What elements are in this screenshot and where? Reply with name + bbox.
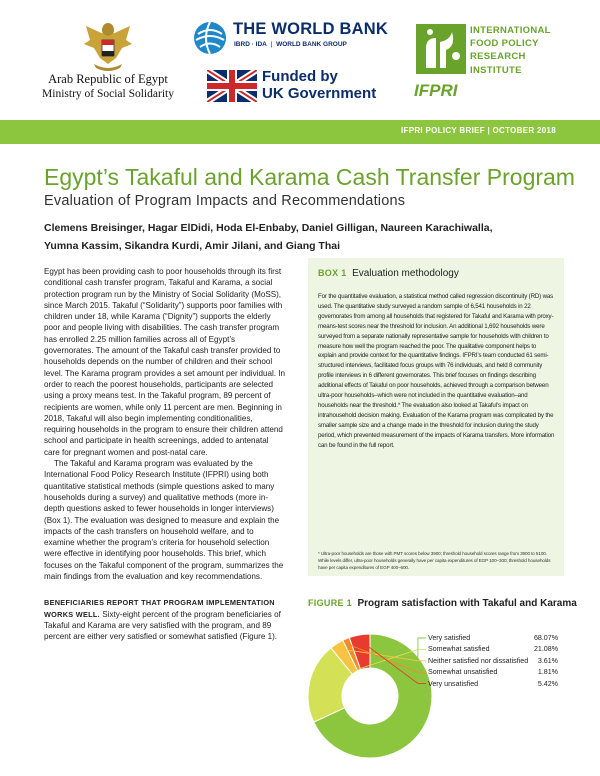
world-bank-sub-a: IBRD · IDA — [234, 41, 267, 48]
body-paragraph-3 — [44, 597, 286, 642]
legend-row — [428, 680, 558, 691]
egypt-eagle-emblem-icon — [80, 18, 136, 72]
legend-value: 68.07% — [533, 634, 558, 642]
legend-row — [428, 645, 558, 656]
box1-body: For the quantitative evaluation, a statistical method called regression discontinuity (RD) was used. The quantitative study surveyed a random sample of 6,541 households in 22 governorates from among all households that registered for Takaful and Karama with proxy-means-test scores near the threshold for inclusion. An additional 1,692 households were surveyed from a separate nationally representative sample for households with children to measure how well the program reached the poor. The qualitative component helps to explain and provide context for the quantitative findings. IFPRI’s team conducted 61 semi-structured interviews, facilitated focus groups with 76 individuals, and held 8 community profile interviews in 6 different governorates. This brief focuses on findings describing additional effects of Takaful on poor households, achieved through a comparison between ultra-poor households–which were not included in the quantitative evaluation–and households near the threshold.* The evaluation also looked at Takaful’s impact on intrahousehold decision making. Evaluation of the Karama program was complicated by the smaller sample size and a change made in the threshold for inclusion during the study period, which prevented measurement of the impacts of Karama transfers. More information can be found in the full report. — [318, 293, 555, 449]
legend-label: Very satisfied — [428, 634, 471, 642]
section-text: Sixty-eight percent of the program beneficiaries of Takaful and Karama are very satisfied with the program, and 89 percent are either very satisfied or somewhat satisfied (Figure 1). — [44, 609, 281, 642]
egypt-country-label: Arab Republic of Egypt — [48, 72, 168, 86]
ifpri-logo-icon — [416, 24, 466, 74]
ifpri-line-3: RESEARCH — [470, 51, 526, 63]
world-bank-globe-icon — [192, 20, 228, 56]
legend-label: Somewhat unsatisfied — [428, 668, 498, 677]
body-text-column — [44, 266, 286, 643]
box1-label: BOX 1 — [318, 268, 347, 278]
figure1-label: FIGURE 1 — [308, 598, 352, 608]
body-paragraph-1: Egypt has been providing cash to poor households through its first conditional cash transfer program, Takaful and Karama, a social protection program run by the Ministry of Social Solidarity (MoSS), since March 2015. Takaful (“Solidarity”) supports poor families with children under 18, while Karama (“Dignity”) supports the elderly poor and people living with disabilities. The cash transfer program has enrolled 2.25 million families across all of Egypt’s governorates. The amount of the Takaful cash transfer provided to households depends on the number of children and their school level. The Karama program provides a set amount per individual. In order to reach the poorest households, participants are selected using a proxy means test. In the Takaful program, 89 percent of recipients are women, while only 11 percent are men. Beginning in 2018, Takaful will also begin implementing conditionalities, requiring households in the program to ensure their children attend school and participate in health screenings, added to antenatal care for pregnant women and post-natal care. — [44, 267, 285, 457]
uk-line-1: Funded by — [262, 68, 338, 85]
legend-row — [428, 634, 558, 645]
world-bank-sub-b: WORLD BANK GROUP — [276, 41, 347, 48]
chart-legend — [428, 634, 558, 691]
uk-flag-icon — [207, 70, 257, 102]
policy-brief-banner — [0, 120, 600, 144]
authors-line-2: Yumna Kassim, Sikandra Kurdi, Amir Jilani, and Giang Thai — [44, 240, 341, 252]
egypt-ministry-name — [28, 72, 188, 102]
legend-value: 1.81% — [537, 668, 558, 677]
ministry-label: Ministry of Social Solidarity — [42, 88, 174, 100]
page-title: Egypt’s Takaful and Karama Cash Transfer Program — [44, 164, 575, 190]
legend-value: 5.42% — [537, 679, 558, 688]
ifpri-abbreviation: IFPRI — [414, 81, 458, 100]
world-bank-sub-separator: | — [270, 41, 273, 48]
legend-row — [428, 668, 558, 679]
banner-text: IFPRI POLICY BRIEF | OCTOBER 2018 — [401, 126, 556, 135]
section-heading: BENEFICIARIES REPORT THAT PROGRAM IMPLEMENTATION WORKS WELL. — [44, 598, 275, 619]
legend-label: Very unsatisfied — [428, 679, 479, 688]
ifpri-full-name — [470, 24, 551, 77]
authors-line-1: Clemens Breisinger, Hagar ElDidi, Hoda El-Enbaby, Daniel Gilligan, Naureen Karachiwalla, — [44, 222, 493, 234]
box1-footnote: * Ultra-poor households are those with PMT scores below 3900; threshold household scores range from 3900 to 5100. While levels differ, ultra-poor households generally have per capita expenditures of EGP 100–300; threshold households have per capita expenditures of EGP 400–600. — [318, 551, 551, 570]
legend-row — [428, 657, 558, 668]
ifpri-line-2: FOOD POLICY — [470, 38, 539, 50]
ifpri-line-1: INTERNATIONAL — [470, 25, 551, 36]
box1-heading — [318, 268, 459, 279]
uk-funding-label — [262, 68, 376, 102]
legend-label: Neither satisfied nor dissatisfied — [428, 656, 529, 665]
page-subtitle: Evaluation of Program Impacts and Recommendations — [44, 193, 406, 209]
legend-label: Somewhat satisfied — [428, 645, 490, 654]
box1-title: Evaluation methodology — [352, 268, 459, 279]
authors — [44, 219, 564, 255]
legend-value: 3.61% — [537, 656, 558, 665]
body-paragraph-2: The Takaful and Karama program was evaluated by the International Food Policy Research Institute (IFPRI) using both quantitative statistical methods (simple questions asked to many households during a survey) and qualitative methods (more in-depth questions asked to fewer households in longer interviews) (Box 1). The evaluation was designed to measure and explain the impacts of the cash transfers on household welfare, and to examine whether the program’s criteria for household selection were effective in identifying poor households. This brief, which focuses on the Takaful component of the program, summarizes the main findings from the evaluation and key recommendations. — [44, 459, 284, 582]
figure1-heading — [308, 598, 577, 609]
world-bank-title: THE WORLD BANK — [233, 20, 388, 38]
ifpri-line-4: INSTITUTE — [470, 64, 522, 76]
uk-line-2: UK Government — [262, 85, 377, 102]
world-bank-subtitle — [234, 41, 347, 48]
figure1-title: Program satisfaction with Takaful and Karama — [357, 598, 577, 609]
legend-value: 21.08% — [533, 645, 558, 654]
